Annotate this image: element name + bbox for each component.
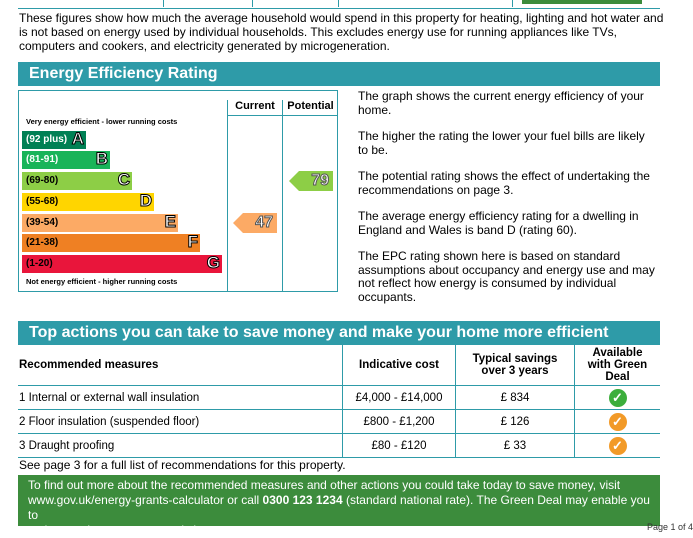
eer-band-range: (1-20) bbox=[26, 258, 53, 269]
rating-explanation-1: The graph shows the current energy efficiency of your home. bbox=[358, 89, 644, 117]
previous-table-divider bbox=[163, 0, 164, 7]
check-icon: ✓ bbox=[609, 389, 627, 407]
table-row bbox=[18, 410, 660, 434]
eer-band-range: (39-54) bbox=[26, 217, 59, 228]
eer-band-range: (55-68) bbox=[26, 196, 59, 207]
eer-band-a bbox=[22, 131, 86, 149]
eer-header-rule bbox=[227, 115, 338, 116]
savings-cell: £ 834 bbox=[456, 386, 575, 410]
cost-cell: £4,000 - £14,000 bbox=[343, 386, 456, 410]
eer-band-b bbox=[22, 151, 110, 169]
see-page-note: See page 3 for a full list of recommendations for this property. bbox=[19, 458, 346, 472]
rating-explanation-3: The potential rating shows the effect of undertaking the recommendations on page 3. bbox=[358, 169, 650, 197]
page-footer: Page 1 of 4 bbox=[646, 522, 693, 532]
eer-band-f bbox=[22, 234, 200, 252]
measures-header: Recommended measures bbox=[18, 345, 343, 386]
eer-band-range: (21-38) bbox=[26, 237, 59, 248]
savings-cell: £ 33 bbox=[456, 434, 575, 458]
green-deal-cell bbox=[575, 410, 661, 434]
savings-cell: £ 126 bbox=[456, 410, 575, 434]
previous-table-divider bbox=[338, 0, 339, 7]
more-info-box bbox=[18, 475, 660, 537]
cost-header: Indicative cost bbox=[343, 345, 456, 386]
potential-rating-arrow bbox=[289, 171, 333, 191]
grants-calculator-link[interactable]: www.gov.uk/energy-grants-calculator or call bbox=[28, 493, 263, 507]
eer-band-g bbox=[22, 255, 222, 273]
eer-band-letter: F bbox=[187, 232, 198, 251]
measure-cell: 1 Internal or external wall insulation bbox=[18, 386, 343, 410]
current-rating-value: 47 bbox=[255, 214, 273, 231]
eer-band-range: (81-91) bbox=[26, 154, 59, 165]
green-deal-header: Available with Green Deal bbox=[575, 345, 661, 386]
intro-paragraph: These figures show how much the average household would spend in this property for heating, lighting and hot water and is not based on energy used by individual households. This excludes energy use for running appliances like TVs, computers and cookers, and electricity generated by microgeneration. bbox=[19, 11, 664, 53]
more-info-line-1: To find out more about the recommended measures and other actions you could take today to save money, visit bbox=[28, 478, 621, 492]
recommendations-table bbox=[18, 345, 660, 458]
not-efficient-label: Not energy efficient - higher running costs bbox=[26, 277, 178, 286]
eer-band-letter: G bbox=[206, 253, 220, 272]
eer-title: Energy Efficiency Rating bbox=[18, 62, 660, 86]
actions-title: Top actions you can take to save money and make your home more efficient bbox=[18, 321, 660, 345]
rating-explanation-5: The EPC rating shown here is based on standard assumptions about occupancy and energy use and may not reflect how energy is consumed by individual occupants. bbox=[358, 249, 655, 304]
eer-band-letter: B bbox=[95, 149, 108, 168]
rating-explanation-2: The higher the rating the lower your fuel bills are likely to be. bbox=[358, 129, 645, 157]
phone-number[interactable]: 0300 123 1234 bbox=[262, 493, 343, 507]
current-rating-arrow bbox=[233, 213, 277, 233]
more-info-line-2-end: (standard national rate). The Green Deal may enable you to bbox=[28, 493, 650, 522]
green-deal-cell bbox=[575, 386, 661, 410]
previous-table-green-cell bbox=[522, 0, 642, 4]
green-deal-cell bbox=[575, 434, 661, 458]
eer-band-c bbox=[22, 172, 132, 190]
eer-band-e bbox=[22, 214, 178, 232]
eer-column-divider bbox=[227, 100, 228, 292]
check-icon: ✓ bbox=[609, 413, 627, 431]
eer-column-divider bbox=[282, 100, 283, 292]
check-icon: ✓ bbox=[609, 437, 627, 455]
rating-explanation-4: The average energy efficiency rating for a dwelling in England and Wales is band D (rating 60). bbox=[358, 209, 639, 237]
measure-cell: 2 Floor insulation (suspended floor) bbox=[18, 410, 343, 434]
eer-band-range: (69-80) bbox=[26, 175, 59, 186]
eer-band-letter: A bbox=[71, 129, 84, 148]
eer-current-header: Current bbox=[235, 100, 275, 112]
table-row bbox=[18, 434, 660, 458]
table-header-row bbox=[18, 345, 660, 386]
cost-cell: £80 - £120 bbox=[343, 434, 456, 458]
eer-band-letter: E bbox=[164, 212, 176, 231]
eer-potential-header: Potential bbox=[287, 100, 334, 112]
eer-band-letter: D bbox=[139, 191, 152, 210]
eer-band-letter: C bbox=[117, 170, 130, 189]
very-efficient-label: Very energy efficient - lower running costs bbox=[26, 117, 178, 126]
more-info-line-3: make your home warmer and cheaper to run. bbox=[28, 523, 269, 537]
eer-band-range: (92 plus) bbox=[26, 134, 68, 145]
previous-table-divider bbox=[252, 0, 253, 7]
table-row bbox=[18, 386, 660, 410]
savings-header: Typical savings over 3 years bbox=[456, 345, 575, 386]
more-info-line-2 bbox=[28, 493, 650, 523]
measure-cell: 3 Draught proofing bbox=[18, 434, 343, 458]
potential-rating-value: 79 bbox=[311, 172, 329, 189]
eer-band-d bbox=[22, 193, 154, 211]
cost-cell: £800 - £1,200 bbox=[343, 410, 456, 434]
previous-table-divider bbox=[512, 0, 513, 7]
